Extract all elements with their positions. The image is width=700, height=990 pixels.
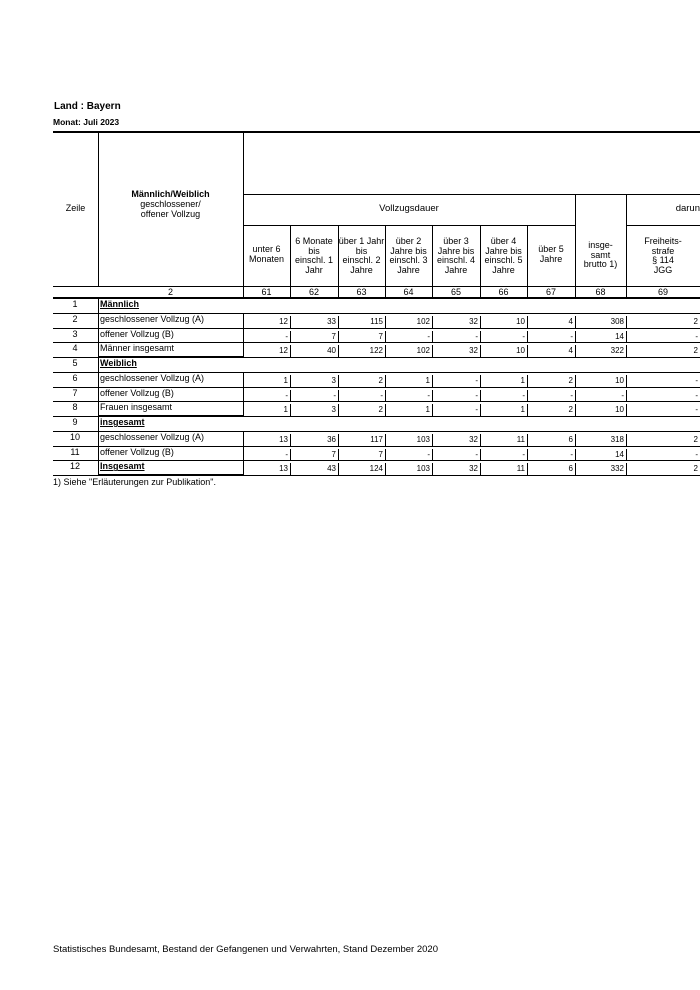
table-cell: 32 (469, 434, 478, 444)
row-number: 11 (70, 446, 80, 457)
column-number: 61 (261, 287, 272, 297)
table-rule (98, 372, 99, 387)
table-cell: 2 (568, 375, 573, 385)
row-number: 12 (69, 461, 80, 472)
gender-header: Männlich/Weiblich (131, 189, 210, 199)
table-cell: 40 (327, 346, 336, 356)
row-label: Frauen insgesamt (100, 402, 173, 413)
gender-header-sub: geschlossener/ offener Vollzug (140, 199, 201, 219)
table-cell: 1 (425, 375, 430, 385)
row-label: Männlich (100, 299, 140, 309)
table-rule (432, 286, 433, 298)
table-cell: 11 (516, 434, 525, 444)
table-cell: 2 (693, 346, 698, 356)
column-number: 66 (498, 287, 509, 297)
table-cell: 308 (610, 316, 624, 326)
table-rule (243, 194, 700, 195)
table-cell: 13 (279, 434, 288, 444)
column-number: 67 (545, 287, 556, 297)
table-rule (53, 131, 700, 133)
table-cell: 3 (331, 375, 336, 385)
table-cell: 102 (416, 316, 430, 326)
table-cell: 11 (516, 464, 525, 474)
darunter-header: darun (675, 203, 700, 214)
table-cell: 7 (378, 331, 383, 341)
table-cell: 1 (283, 375, 288, 385)
table-cell: 7 (331, 449, 336, 459)
table-cell: 36 (327, 434, 336, 444)
column-header: 6 Monate bis einschl. 1 Jahr (294, 236, 334, 275)
row-label: Weiblich (100, 358, 137, 368)
table-cell: - (285, 331, 288, 341)
column-number: 64 (403, 287, 414, 297)
table-rule (98, 416, 99, 431)
column-number: 2 (167, 287, 173, 297)
table-rule (98, 474, 243, 476)
table-cell: 322 (610, 346, 624, 356)
footnote: 1) Siehe "Erläuterungen zur Publikation". (53, 477, 216, 487)
row-number: 1 (72, 299, 78, 309)
table-cell: 1 (283, 405, 288, 415)
table-cell: 124 (369, 464, 383, 474)
table-cell: - (522, 449, 525, 459)
table-cell: 117 (370, 434, 383, 444)
table-cell: - (475, 405, 478, 415)
table-rule (626, 286, 627, 298)
table-rule (98, 356, 243, 358)
column-header: Freiheits- strafe § 114 JGG (644, 236, 682, 275)
table-rule (98, 298, 99, 313)
table-cell: 1 (520, 405, 525, 415)
table-cell: 1 (425, 405, 430, 415)
table-cell: - (380, 390, 383, 400)
table-cell: - (475, 449, 478, 459)
table-cell: - (427, 390, 430, 400)
table-cell: 13 (279, 464, 288, 474)
row-number: 10 (69, 431, 80, 442)
table-cell: - (695, 390, 698, 400)
zeile-header: Zeile (65, 203, 86, 213)
table-cell: 12 (279, 346, 288, 356)
table-cell: - (475, 390, 478, 400)
table-cell: 10 (516, 316, 525, 326)
table-cell: 2 (568, 405, 573, 415)
table-cell: 14 (615, 331, 624, 341)
column-header: über 5 Jahre (538, 244, 564, 264)
column-number: 65 (450, 287, 461, 297)
table-rule (53, 297, 700, 299)
table-cell: - (285, 449, 288, 459)
row-number: 7 (72, 387, 78, 398)
table-rule (575, 194, 576, 286)
table-cell: - (695, 449, 698, 459)
table-cell: 7 (378, 449, 383, 459)
table-cell: 32 (469, 464, 478, 474)
row-number: 9 (72, 417, 78, 427)
table-cell: - (695, 405, 698, 415)
column-number: 68 (595, 287, 606, 297)
column-number: 69 (657, 287, 668, 297)
table-cell: - (522, 331, 525, 341)
table-cell: 14 (615, 449, 624, 459)
table-rule (527, 286, 528, 298)
table-rule (385, 286, 386, 298)
row-label: offener Vollzug (B) (100, 328, 174, 339)
column-header: über 3 Jahre bis einschl. 4 Jahre (436, 236, 476, 275)
table-cell: - (695, 375, 698, 385)
table-rule (290, 286, 291, 298)
row-number: 4 (72, 343, 78, 354)
column-header: insge- samt brutto 1) (583, 240, 618, 269)
table-rule (98, 313, 99, 328)
table-cell: 6 (568, 464, 573, 474)
table-cell: 10 (615, 375, 624, 385)
table-cell: - (570, 390, 573, 400)
table-rule (338, 286, 339, 298)
table-cell: 2 (378, 405, 383, 415)
table-rule (98, 328, 99, 343)
table-cell: 318 (610, 434, 624, 444)
table-cell: - (570, 449, 573, 459)
column-number: 62 (308, 287, 319, 297)
table-cell: 2 (693, 434, 698, 444)
table-cell: 33 (327, 316, 336, 326)
row-label: insgesamt (100, 417, 145, 427)
vollzugsdauer-header: Vollzugsdauer (379, 203, 439, 214)
table-cell: - (522, 390, 525, 400)
table-rule (626, 225, 700, 226)
table-cell: 4 (568, 346, 573, 356)
table-rule (98, 387, 99, 402)
row-label: Insgesamt (100, 461, 145, 472)
table-rule (98, 401, 99, 416)
table-rule (98, 460, 99, 475)
row-number: 2 (72, 313, 78, 324)
table-cell: 32 (469, 316, 478, 326)
row-number: 6 (72, 372, 78, 383)
table-cell: - (427, 449, 430, 459)
column-number: 63 (356, 287, 367, 297)
table-cell: - (285, 390, 288, 400)
row-label: geschlossener Vollzug (A) (100, 431, 205, 442)
row-label: offener Vollzug (B) (100, 446, 174, 457)
row-label: geschlossener Vollzug (A) (100, 313, 205, 324)
table-cell: 12 (279, 316, 288, 326)
table-rule (575, 286, 576, 298)
column-header: über 2 Jahre bis einschl. 3 Jahre (389, 236, 428, 275)
table-cell: 102 (416, 346, 430, 356)
table-cell: - (475, 375, 478, 385)
table-cell: 10 (615, 405, 624, 415)
table-rule (98, 431, 99, 446)
column-header: über 4 Jahre bis einschl. 5 Jahre (484, 236, 523, 275)
table-cell: - (570, 331, 573, 341)
table-rule (98, 446, 99, 461)
table-cell: 115 (370, 316, 383, 326)
table-rule (53, 460, 700, 461)
table-cell: - (695, 331, 698, 341)
table-cell: 32 (469, 346, 478, 356)
table-cell: - (621, 390, 624, 400)
page-footer: Statistisches Bundesamt, Bestand der Gefangenen und Verwahrten, Stand Dezember 2020 (53, 944, 438, 955)
table-cell: 122 (369, 346, 383, 356)
table-cell: 1 (520, 375, 525, 385)
land-title: Land : Bayern (54, 101, 121, 112)
table-cell: - (475, 331, 478, 341)
table-rule (98, 342, 99, 357)
table-rule (243, 286, 244, 298)
table-cell: 10 (516, 346, 525, 356)
month-title: Monat: Juli 2023 (53, 117, 120, 127)
table-rule (98, 357, 99, 372)
table-cell: 2 (378, 375, 383, 385)
table-cell: 332 (610, 464, 624, 474)
table-cell: 43 (327, 464, 336, 474)
table-rule (480, 286, 481, 298)
row-number: 5 (72, 358, 78, 368)
table-cell: 2 (693, 464, 698, 474)
row-label: offener Vollzug (B) (100, 387, 174, 398)
table-cell: 6 (568, 434, 573, 444)
table-cell: - (427, 331, 430, 341)
table-cell: - (333, 390, 336, 400)
row-number: 3 (72, 328, 78, 339)
row-number: 8 (72, 402, 78, 413)
table-cell: 103 (416, 434, 430, 444)
table-cell: 3 (331, 405, 336, 415)
table-cell: 4 (568, 316, 573, 326)
column-header: über 1 Jahr bis einschl. 2 Jahre (338, 236, 385, 275)
table-cell: 2 (693, 316, 698, 326)
table-cell: 103 (416, 464, 430, 474)
table-cell: 7 (331, 331, 336, 341)
row-label: Männer insgesamt (100, 343, 175, 354)
column-header: unter 6 Monaten (248, 244, 285, 264)
table-rule (98, 415, 243, 417)
table-rule (243, 225, 575, 226)
row-label: geschlossener Vollzug (A) (100, 372, 205, 383)
